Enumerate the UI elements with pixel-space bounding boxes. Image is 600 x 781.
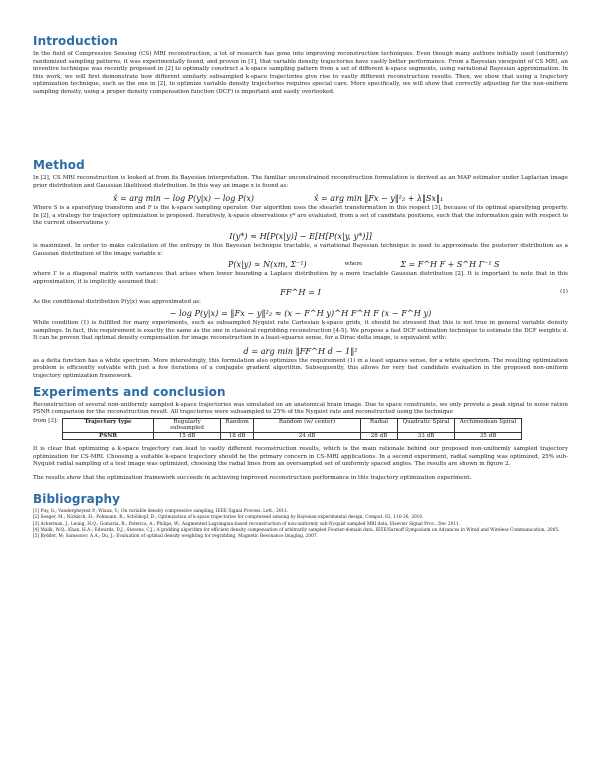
table-col-regularly-subsampled: Regularly subsampled — [154, 418, 221, 432]
bibliography-section — [33, 492, 568, 540]
equation-dcf: d = arg min ‖FF^H d − 1‖² — [243, 345, 358, 356]
equation-where-label: where — [344, 261, 363, 268]
method-heading: Method — [33, 158, 85, 172]
experiments-paragraph-2: It is clear that optimizing a k-space trajectory can lead to vastly different reconstruction results, which is the main rationale behind our proposed non-uniformly sampled trajectory optimization for CS-MRI. Choosing a suitable k-space trajectory should be the primary concern in CS-MRI applications. In a second experiment, radial sampling was optimized, 25% sub-Nyquist radial sampling of a test image was optimized, choosing the radial lines from an oversampled set of uniformly spaced angles. The results are shown in figure 2. — [33, 445, 568, 468]
table-col-random-center: Random (w/ center) — [254, 418, 361, 432]
introduction-paragraph: In the field of Compressive Sensing (CS) MRI reconstruction, a lot of research has gone into improving reconstruction techniques. Even though many authors initially used (uniformly) randomized sampling patterns, it was experimentally found, and proven in [1], that variable density trajectories have vastly better performance. From a Bayesian viewpoint of CS MRI, an inventive technique was recently proposed in [2] to optimally construct a k-space sampling pattern from a set of different k-space segments, using variational Bayesian approximation. In this work, we will first demonstrate how different similarly subsampled k-space trajectories give rise to vastly different reconstruction results. Then, we show that using a trajectory optimization technique, such as the one in [2], to optimize variable density trajectories requires special care. More specifically, we will show that correctly adjusting for the non-uniform sampling density, using a proper density compensation function (DCF) is important and easily overlooked. — [33, 51, 568, 95]
method-paragraph-6: While condition (1) is fulfilled for many experiments, such as subsampled Nyquist rate Cartesian k-space grids, it should be stressed that this is not true in general variable density samplings. In fact, this requirement is exactly the same as the one in classical regridding reconstruction [4-5]. We propose a fast DCF estimation technique to estimate the DCF weights d. It can be proven that optimal density compensation for image reconstruction in a least-squares sense, for a Dirac delta image, is equivalent with: — [33, 319, 568, 342]
equation-likelihood: − log P(y|x) = ‖Fx − y‖²₂ ≈ (x − F^H y)^H F^H F (x − F^H y) — [169, 307, 432, 318]
experiments-paragraph-3: The results show that the optimization framework succeeds in achieving improved reconstruction performance in this trajectory optimization experiment. — [33, 474, 472, 481]
table-header-trajectory-type: Trajectory type — [63, 418, 154, 432]
equation-information-gain: I(y*) ≈ H[P(x|y)] − E[H[P(x|y, y*)]] — [229, 230, 372, 241]
table-cell-psnr: 15 dB — [154, 432, 221, 439]
bibliography-heading: Bibliography — [33, 492, 121, 507]
method-paragraph-4: where Γ is a diagonal matrix with variances that arises when lower bounding a Laplace distribution by a more tractable Gaussian distribution [2]. It is important to note that in this approximation, it is implicitly assumed that: — [33, 271, 568, 285]
results-table-row — [33, 418, 568, 440]
table-col-radial: Radial — [361, 418, 398, 432]
bibliography-entry: [5] Bydder, M; Samsonov, A.A.; Du, J.; Evaluation of optimal density weighting for regridding, Magnetic Resonance Imaging, 2007. — [33, 534, 318, 540]
table-row — [63, 432, 522, 439]
table-header-row — [63, 418, 522, 432]
table-cell-psnr: 18 dB — [221, 432, 254, 439]
table-col-quadratic-spiral: Quadratic Spiral — [398, 418, 455, 432]
method-paragraph-3: is maximized. In order to make calculation of the entropy in this Bayesian technique tractable, a variational Bayesian technique is used to approximate the posterior distribution as a Gaussian distribution of the image variable x: — [33, 242, 568, 257]
experiments-heading: Experiments and conclusion — [33, 384, 226, 399]
method-paragraph-5: As the conditional distribution P(y|x) was approximated as: — [33, 299, 201, 306]
equation-map-right: x̂ = arg min ‖Fx − y‖²₂ + λ‖Sx‖₁ — [314, 194, 444, 204]
bibliography-entry: [2] Seeger, M.; Nickisch, H.; Pohmann, R.; Schölkopf, B.; Optimization of k-space trajectories for compressed sensing by Bayesian experimental design, Comput. 63, 116-26, 2010. — [33, 515, 424, 521]
equation-map-estimator — [33, 193, 568, 204]
equation-condition-1-body: FF^H = I — [280, 287, 321, 298]
equation-posterior — [33, 259, 568, 270]
table-cell-psnr: 33 dB — [398, 432, 455, 439]
paper-page — [33, 34, 568, 540]
equation-covariance: Σ = F^H F + S^H Γ⁻¹ S — [400, 260, 500, 270]
table-cell-psnr: 24 dB — [254, 432, 361, 439]
bibliography-entry: [4] Malik, W.Q.; Khan, H.A.; Edwards, D.J.; Stevens, C.J.; A gridding algorithm for efficient density compensation of arbitrarily sampled Fourier-domain data, IEEE/Sarnoff Symposium on Advances in Wired and Wireless Communication. 2005. — [33, 527, 560, 533]
introduction-heading: Introduction — [33, 34, 118, 48]
from-reference-label: from [3]: — [33, 417, 59, 424]
equation-map-left: x̂ = arg min − log P(y|x) − log P(x) — [113, 194, 254, 204]
table-col-archimedean-spiral: Archimedean Spiral — [455, 418, 522, 432]
bibliography-entry: [1] Puy, G.; Vandergheynst P.; Wiaux, Y.; On variable density compressive sampling, IEEE Signal Process. Lett., 2011. — [33, 509, 289, 515]
method-paragraph-1: In [2], CS MRI reconstruction is looked at from its Bayesian interpretation. The familiar unconstrained reconstruction formulation is derived as an MAP estimator under Laplacian image prior distribution and Gaussian likelihood distribution. In this way an image x is found as: — [33, 175, 568, 189]
psnr-results-table — [62, 418, 522, 440]
table-col-random: Random — [221, 418, 254, 432]
equation-posterior-gaussian: P(x|y) ≈ N(xm, Σ⁻¹) — [228, 260, 307, 270]
method-paragraph-2: Where S is a sparsifying transform and F is the k-space sampling operator. Our algorithm uses the shearlet transformation in this respect [3], because of its optimal sparsifying property. In [2], a strategy for trajectory optimization is proposed. Iteratively, k-space observations y* are evaluated, from a set of candidate positions, such that the information gain with respect to the current observations y: — [33, 205, 568, 227]
bibliography-entry: [3] Ackerman, J.; Leung, H.Q.; Gomaria, B.; Paterica, A.; Philips, W.; Augmented Lagrangian-based reconstruction of non-uniformly sub-Nyquist sampled MRI data, Elsevier Signal Proc., Dec 2011. — [33, 521, 461, 527]
experiments-paragraph-1: Reconstruction of several non-uniformly sampled k-space trajectories was simulated on an anatomical brain image. Due to space constraints, we only provide a peak signal to noise ration PSNR comparison for the reconstruction result. All trajectories were subsampled to 25% of the Nyquist rate and reconstructed using the technique — [33, 401, 568, 416]
experiments-section — [33, 385, 568, 483]
method-section — [33, 158, 568, 381]
method-paragraph-7: as a delta function has a white spectrum. More interestingly, this formulation also optimizes the requirement (1) in a least squares sense, for a white spectrum. The resulting optimization problem is efficiently solvable with just a few iterations of a conjugate gradient algorithm. Subsequently, this allows for very fast candidate evaluation in the proposed non-uniform trajectory optimization framework. — [33, 357, 568, 379]
table-cell-psnr: 28 dB — [361, 432, 398, 439]
introduction-section — [33, 34, 568, 154]
table-row-label-psnr: PSNR — [63, 432, 154, 439]
equation-number-1: (1) — [560, 289, 568, 296]
equation-condition-1 — [33, 287, 568, 298]
table-cell-psnr: 35 dB — [455, 432, 522, 439]
